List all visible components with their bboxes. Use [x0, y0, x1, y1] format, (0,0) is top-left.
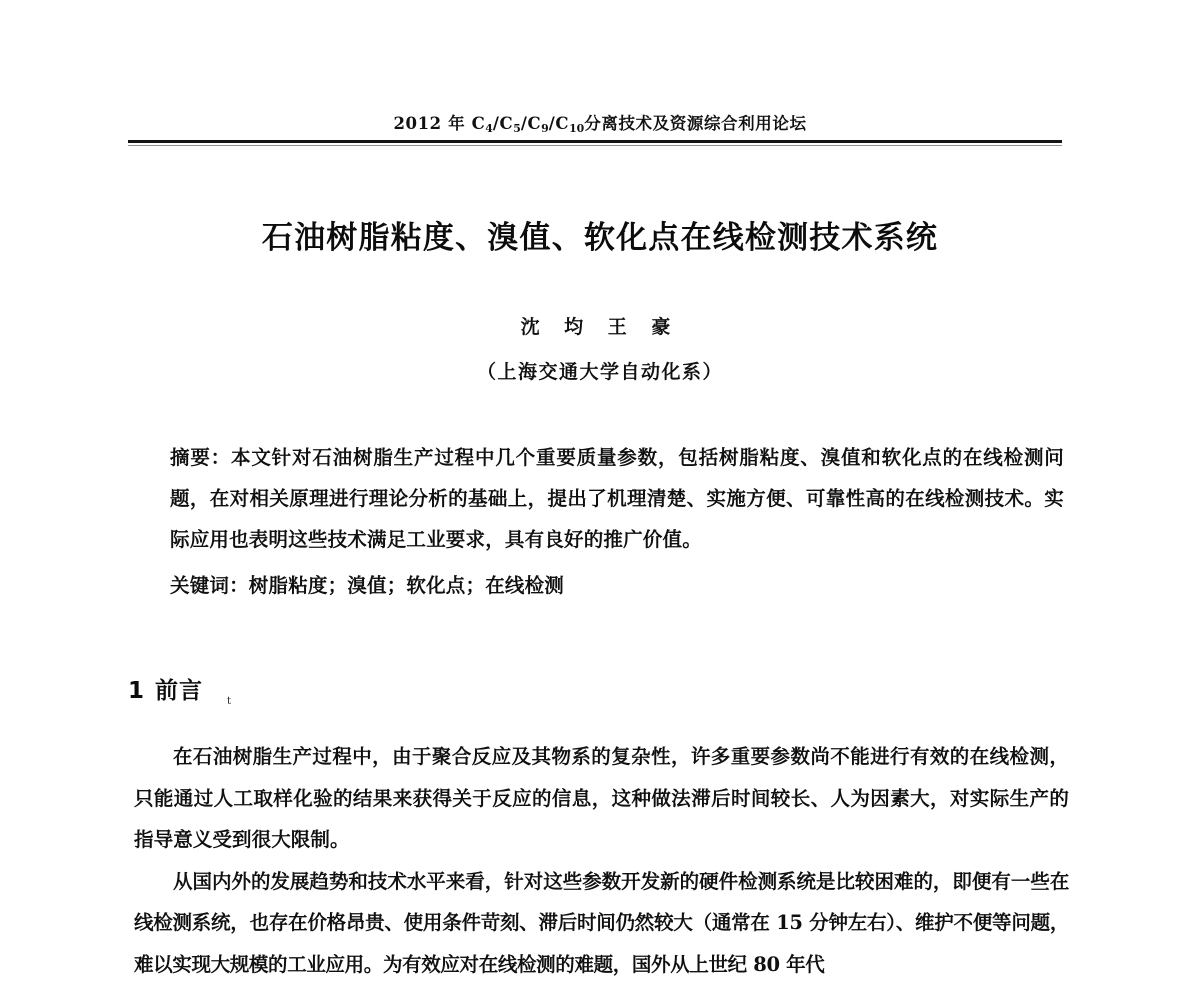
chem-subscript-3: 9	[541, 122, 549, 135]
section-heading-1	[128, 672, 203, 705]
author-list: 沈 均 王 豪	[0, 312, 1200, 339]
body-paragraph: 在石油树脂生产过程中，由于聚合反应及其物系的复杂性，许多重要参数尚不能进行有效的在线检测，只能通过人工取样化验的结果来获得关于反应的信息，这种做法滞后时间较长、人为因素大，对实际生产的指导意义受到很大限制。	[134, 736, 1069, 861]
chem-subscript-1: 4	[485, 122, 493, 135]
abstract-block	[134, 437, 1064, 560]
scan-artifact-mark: t	[227, 696, 231, 707]
page-title: 石油树脂粘度、溴值、软化点在线检测技术系统	[0, 212, 1200, 257]
section-title: 前言	[155, 678, 203, 704]
header-divider-rule	[128, 140, 1062, 143]
abstract-text: 摘要：本文针对石油树脂生产过程中几个重要质量参数，包括树脂粘度、溴值和软化点的在线检测问题，在对相关原理进行理论分析的基础上，提出了机理清楚、实施方便、可靠性高的在线检测技术。实际应用也表明这些技术满足工业要求，具有良好的推广价值。	[134, 437, 1064, 560]
keywords-line: 关键词：树脂粘度；溴值；软化点；在线检测	[170, 566, 1070, 606]
running-header	[0, 110, 1200, 135]
running-header-tail: 分离技术及资源综合利用论坛	[584, 114, 806, 133]
author-affiliation: （上海交通大学自动化系）	[0, 357, 1200, 384]
page-bottom-clip	[0, 946, 1200, 952]
section-number: 1	[128, 678, 145, 704]
header-divider-rule-thin	[128, 145, 1062, 146]
running-header-year: 2012 年	[393, 114, 471, 133]
chem-formula: $C_4/C_5/C_9/C_{10}$	[472, 114, 585, 133]
chem-subscript-2: 5	[513, 122, 521, 135]
body-paragraph: 从国内外的发展趋势和技术水平来看，针对这些参数开发新的硬件检测系统是比较困难的，即便有一些在线检测系统，也存在价格昂贵、使用条件苛刻、滞后时间仍然较大（通常在 15 分钟左右）、维护不便等问题，难以实现大规模的工业应用。为有效应对在线检测的难题，国外从上世纪 80 年代	[134, 861, 1069, 985]
chem-subscript-4: 10	[569, 122, 584, 135]
